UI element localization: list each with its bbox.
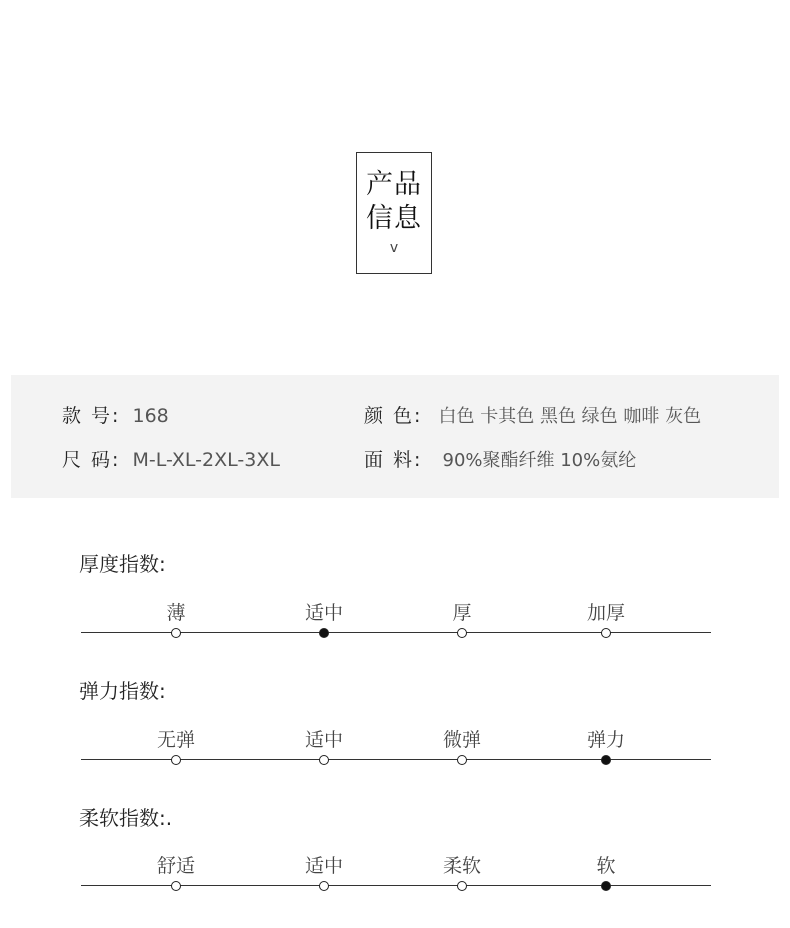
index-title: 厚度指数: xyxy=(79,552,166,576)
scale-dot xyxy=(319,755,329,765)
scale-dot xyxy=(171,755,181,765)
scale-dot xyxy=(171,881,181,891)
scale-dot xyxy=(171,628,181,638)
product-info-panel xyxy=(11,375,779,498)
chevron-down-icon: v xyxy=(389,240,399,256)
scale-dot xyxy=(601,628,611,638)
scale-dot xyxy=(457,755,467,765)
color-row xyxy=(364,401,701,428)
scale-option-label: 适中 xyxy=(304,729,344,751)
scale-dot xyxy=(319,881,329,891)
scale-option-label: 适中 xyxy=(304,602,344,624)
color-label: 颜 色: xyxy=(364,405,423,427)
index-title: 柔软指数:. xyxy=(79,806,173,830)
scale-dot xyxy=(457,881,467,891)
scale-option-label: 弹力 xyxy=(586,729,626,751)
style-number-label: 款 号: xyxy=(62,405,121,427)
product-info-title-box xyxy=(356,152,432,274)
title-line-1: 产品 xyxy=(366,169,422,200)
color-value: 白色 卡其色 黑色 绿色 咖啡 灰色 xyxy=(438,406,702,427)
scale-option-label: 舒适 xyxy=(156,855,196,877)
scale-option-label: 柔软 xyxy=(442,855,482,877)
size-value: M-L-XL-2XL-3XL xyxy=(132,449,280,471)
scale-dot xyxy=(457,628,467,638)
scale-option-label: 适中 xyxy=(304,855,344,877)
title-line-2: 信息 xyxy=(366,203,422,234)
fabric-label: 面 料: xyxy=(364,449,423,471)
style-number-row xyxy=(62,401,169,428)
fabric-row xyxy=(364,445,636,472)
scale-option-label: 厚 xyxy=(452,602,472,624)
scale-option-label: 无弹 xyxy=(156,729,196,751)
scale-option-label: 薄 xyxy=(166,602,186,624)
scale-dot-selected xyxy=(601,755,611,765)
scale-dot-selected xyxy=(601,881,611,891)
scale-option-label: 加厚 xyxy=(586,602,626,624)
scale-option-label: 微弹 xyxy=(442,729,482,751)
size-row xyxy=(62,445,280,472)
size-label: 尺 码: xyxy=(62,449,121,471)
index-title: 弹力指数: xyxy=(79,679,166,703)
scale-option-label: 软 xyxy=(596,855,616,877)
style-number-value: 168 xyxy=(132,405,169,427)
fabric-value: 90%聚酯纤维 10%氨纶 xyxy=(442,450,637,471)
scale-dot-selected xyxy=(319,628,329,638)
